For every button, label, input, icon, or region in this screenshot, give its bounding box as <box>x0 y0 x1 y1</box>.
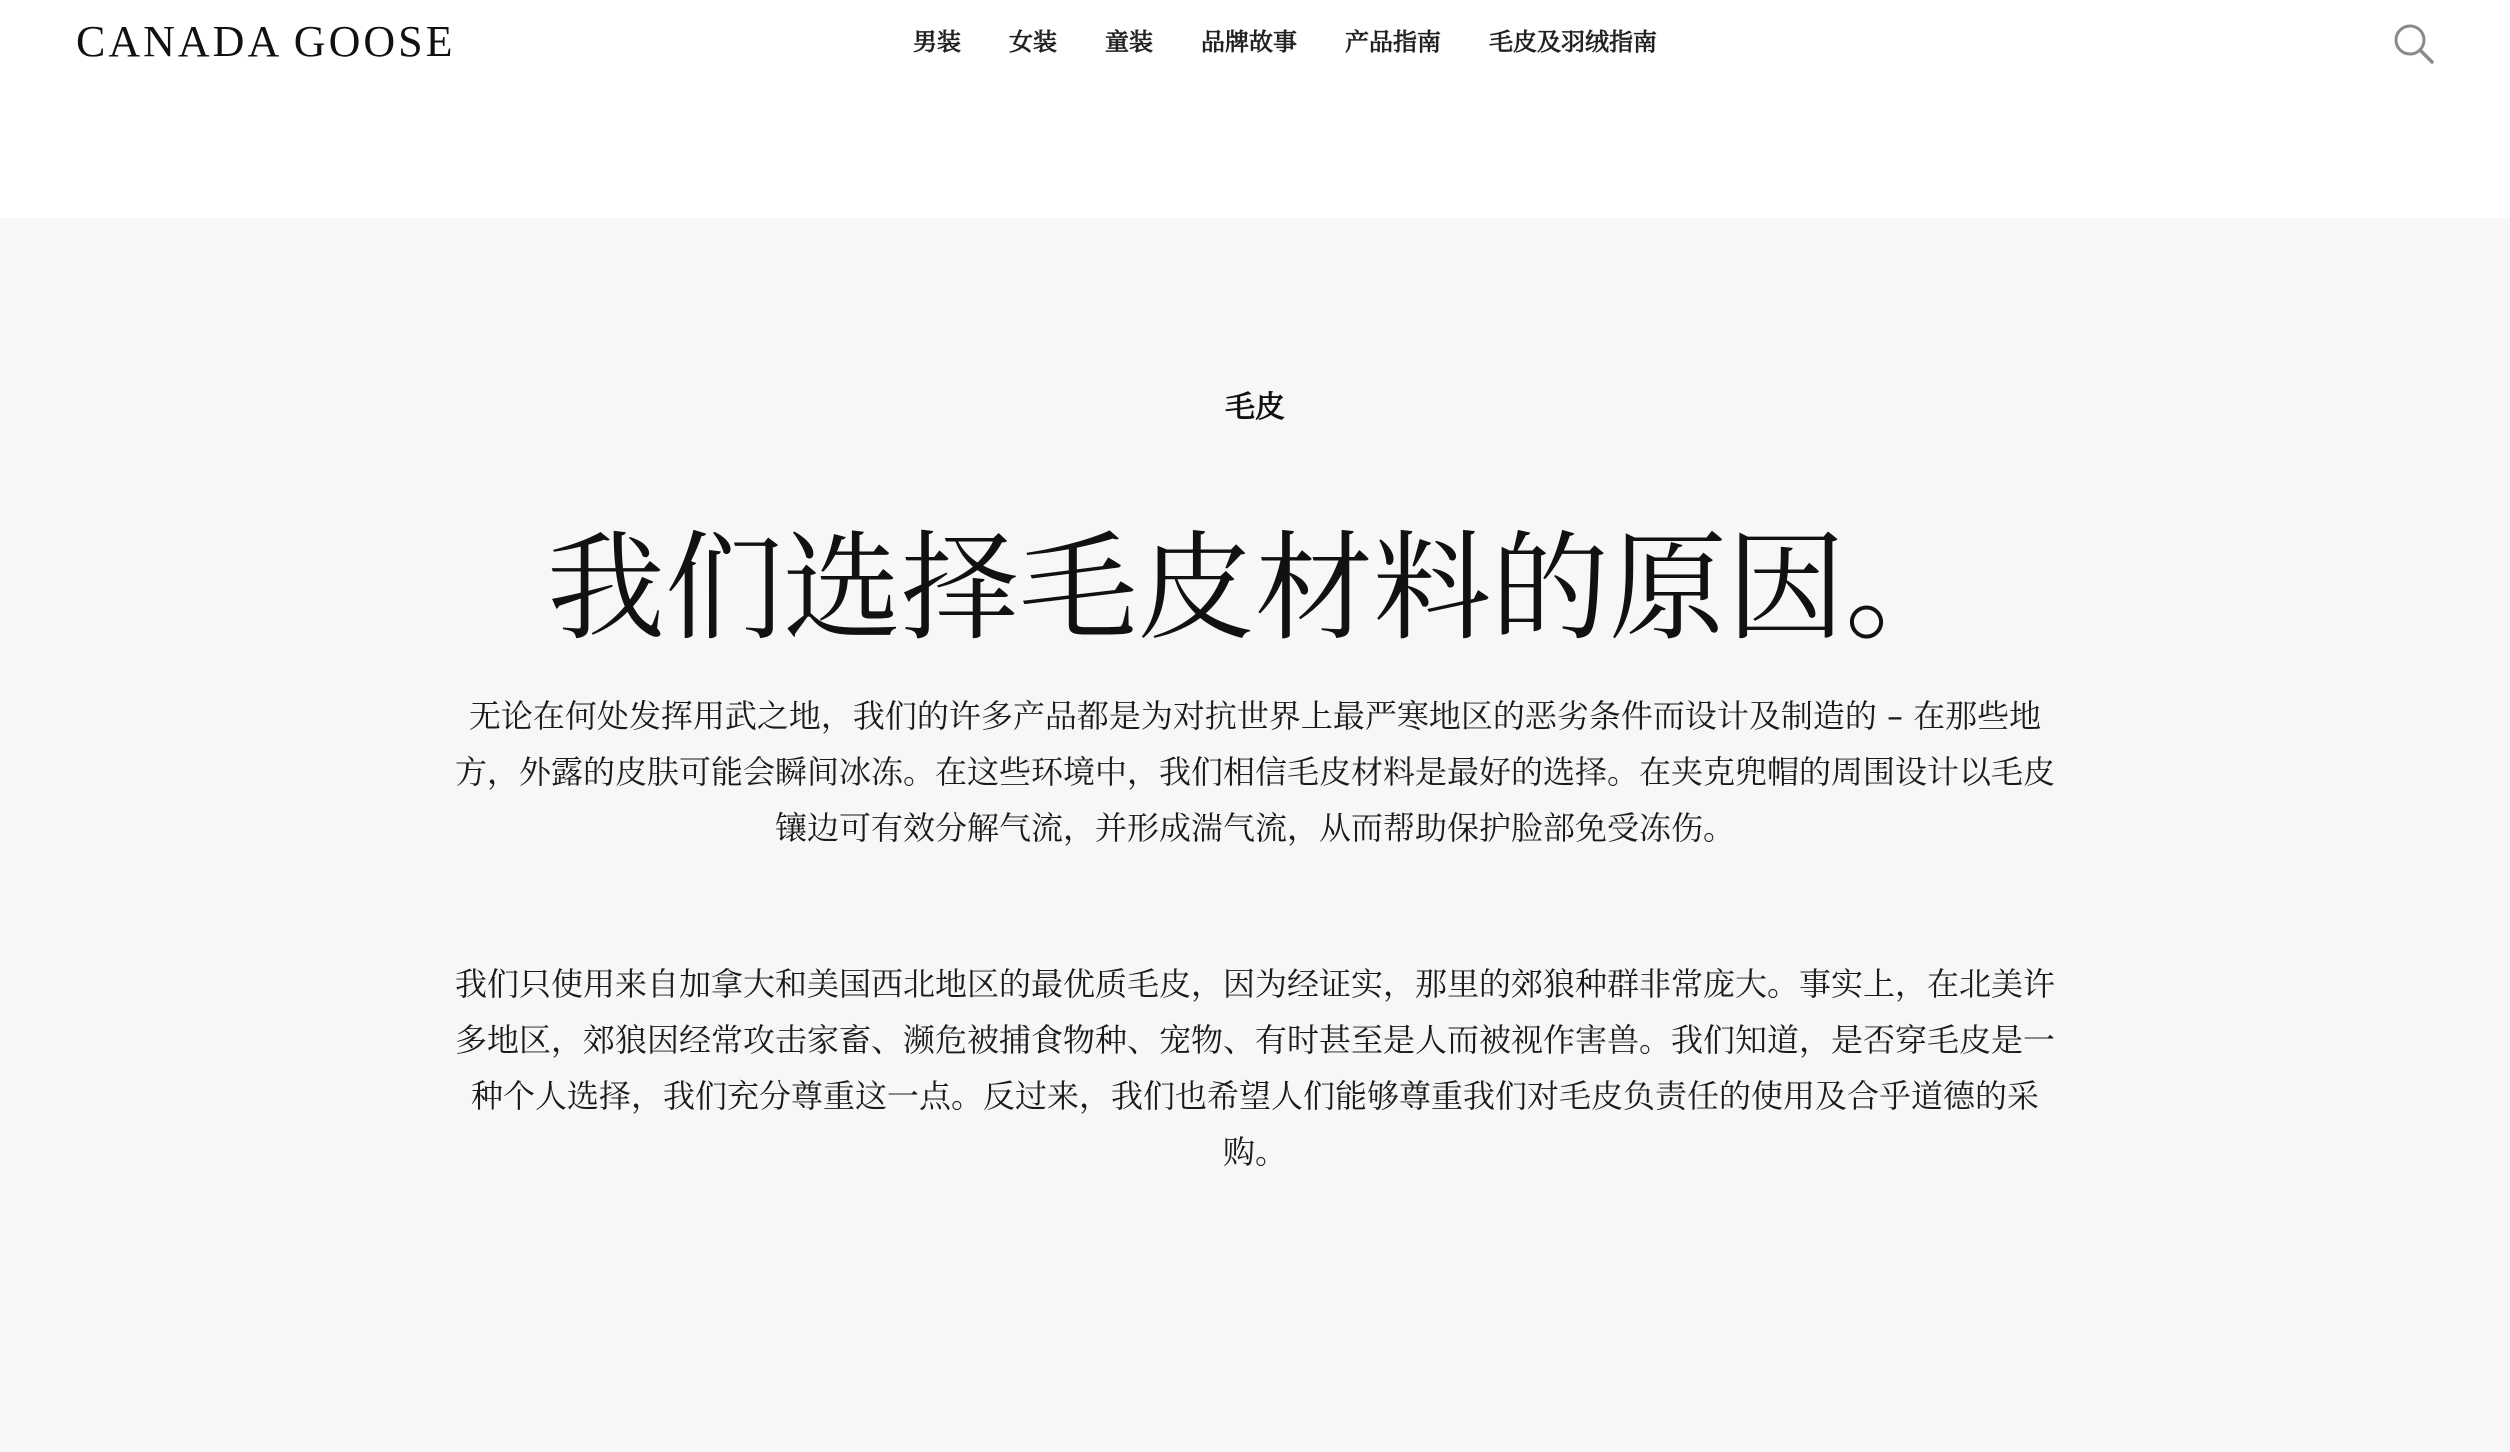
body-paragraph-2: 我们只使用来自加拿大和美国西北地区的最优质毛皮，因为经证实，那里的郊狼种群非常庞大。事实上，在北美许多地区，郊狼因经常攻击家畜、濒危被捕食物种、宠物、有时甚至是人而被视作害兽。我们知道，是否穿毛皮是一种个人选择，我们充分尊重这一点。反过来，我们也希望人们能够尊重我们对毛皮负责任的使用及合乎道德的采购。 <box>454 965 2055 1171</box>
nav-item-kids[interactable]: 童装 <box>1105 28 1153 56</box>
section-eyebrow: 毛皮 <box>1225 390 1285 425</box>
content-section <box>0 218 2510 1452</box>
nav-item-product-guide[interactable]: 产品指南 <box>1345 28 1441 56</box>
brand-logo[interactable]: CANADA GOOSE <box>76 17 456 66</box>
nav-item-fur-down-guide[interactable]: 毛皮及羽绒指南 <box>1489 28 1657 56</box>
page-headline: 我们选择毛皮材料的原因。 <box>546 519 1963 657</box>
nav-item-brand-story[interactable]: 品牌故事 <box>1201 28 1297 56</box>
nav-item-men[interactable]: 男装 <box>913 28 961 56</box>
site-header <box>0 0 2510 218</box>
body-paragraph-1: 无论在何处发挥用武之地，我们的许多产品都是为对抗世界上最严寒地区的恶劣条件而设计及制造的 – 在那些地方，外露的皮肤可能会瞬间冰冻。在这些环境中，我们相信毛皮材料是最好的选择。在夹克兜帽的周围设计以毛皮镶边可有效分解气流，并形成湍气流，从而帮助保护脸部免受冻伤。 <box>454 697 2055 847</box>
nav-item-women[interactable]: 女装 <box>1009 28 1057 56</box>
main-nav <box>0 24 2510 60</box>
search-icon[interactable] <box>2390 20 2438 68</box>
